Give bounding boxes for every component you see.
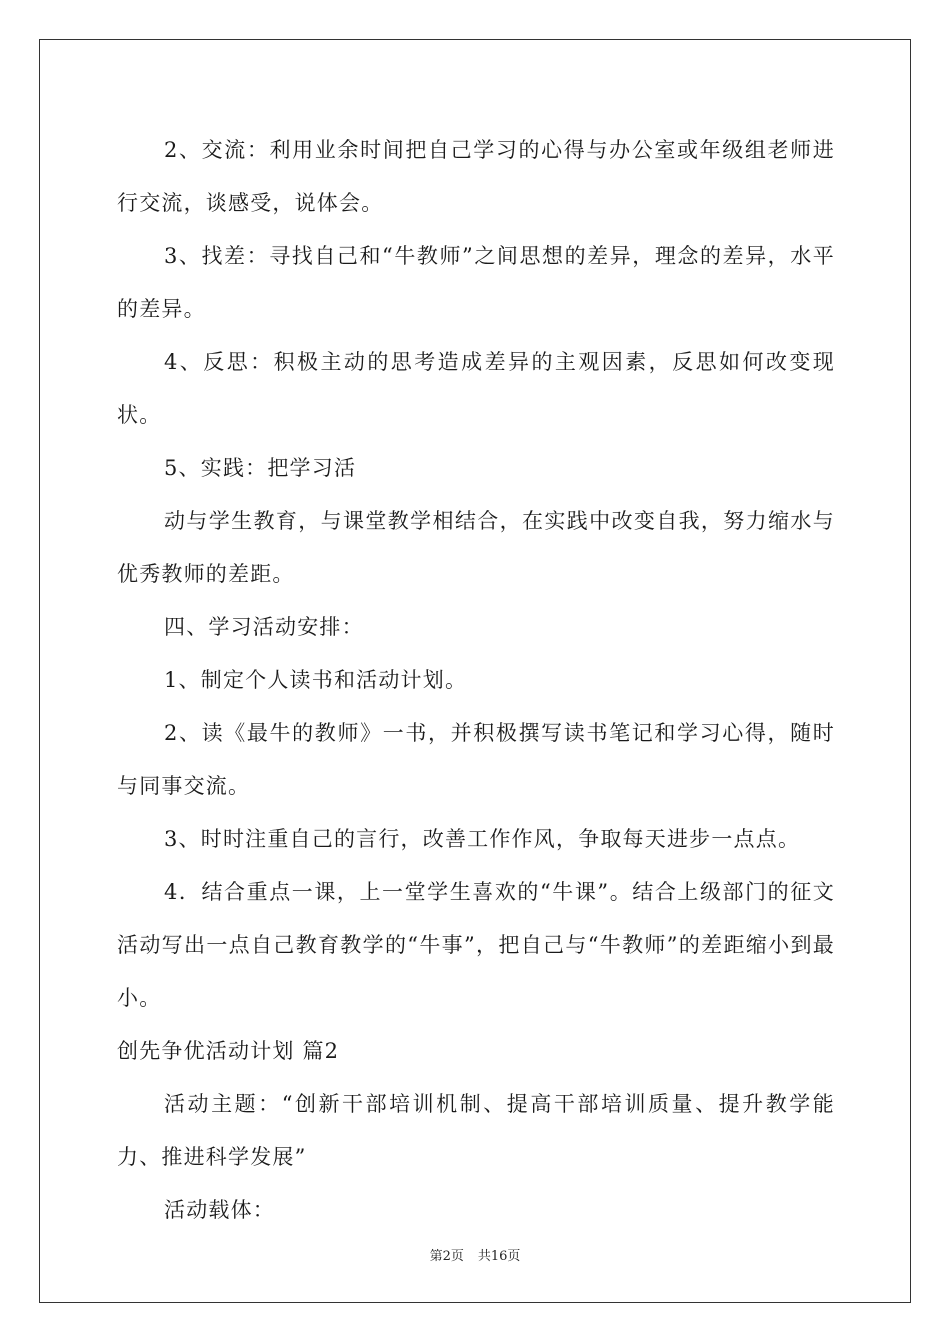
paragraph-practice: 5、实践：把学习活	[164, 456, 357, 480]
document-body	[117, 124, 835, 1237]
paragraph-reflect: 4、反思：积极主动的思考造成差异的主观因素，反思如何改变现状。	[117, 350, 835, 427]
paragraph-exchange: 2、交流：利用业余时间把自己学习的心得与办公室或年级组老师进行交流，谈感受，说体会。	[117, 138, 835, 215]
paragraph-theme: 活动主题：“创新干部培训机制、提高干部培训质量、提升教学能力、推进科学发展”	[117, 1092, 835, 1169]
list-item-read-book: 2、读《最牛的教师》一书，并积极撰写读书笔记和学习心得，随时与同事交流。	[117, 721, 835, 798]
page-footer	[0, 1248, 950, 1266]
article-heading: 创先争优活动计划 篇2	[117, 1039, 340, 1063]
list-item-plan: 1、制定个人读书和活动计划。	[164, 668, 468, 692]
section-heading-arrangement: 四、学习活动安排：	[164, 615, 364, 639]
page-total: 共16页	[477, 1249, 521, 1264]
page-number: 第2页	[429, 1249, 464, 1264]
paragraph-carrier: 活动载体：	[164, 1198, 275, 1222]
list-item-conduct: 3、时时注重自己的言行，改善工作作风，争取每天进步一点点。	[164, 827, 801, 851]
list-item-lesson: 4．结合重点一课，上一堂学生喜欢的“牛课”。结合上级部门的征文活动写出一点自己教育教学的“牛事”，把自己与“牛教师”的差距缩小到最小。	[117, 880, 835, 1010]
paragraph-practice-continued: 动与学生教育，与课堂教学相结合，在实践中改变自我，努力缩水与优秀教师的差距。	[117, 509, 835, 586]
paragraph-find-gap: 3、找差：寻找自己和“牛教师”之间思想的差异，理念的差异，水平的差异。	[117, 244, 835, 321]
